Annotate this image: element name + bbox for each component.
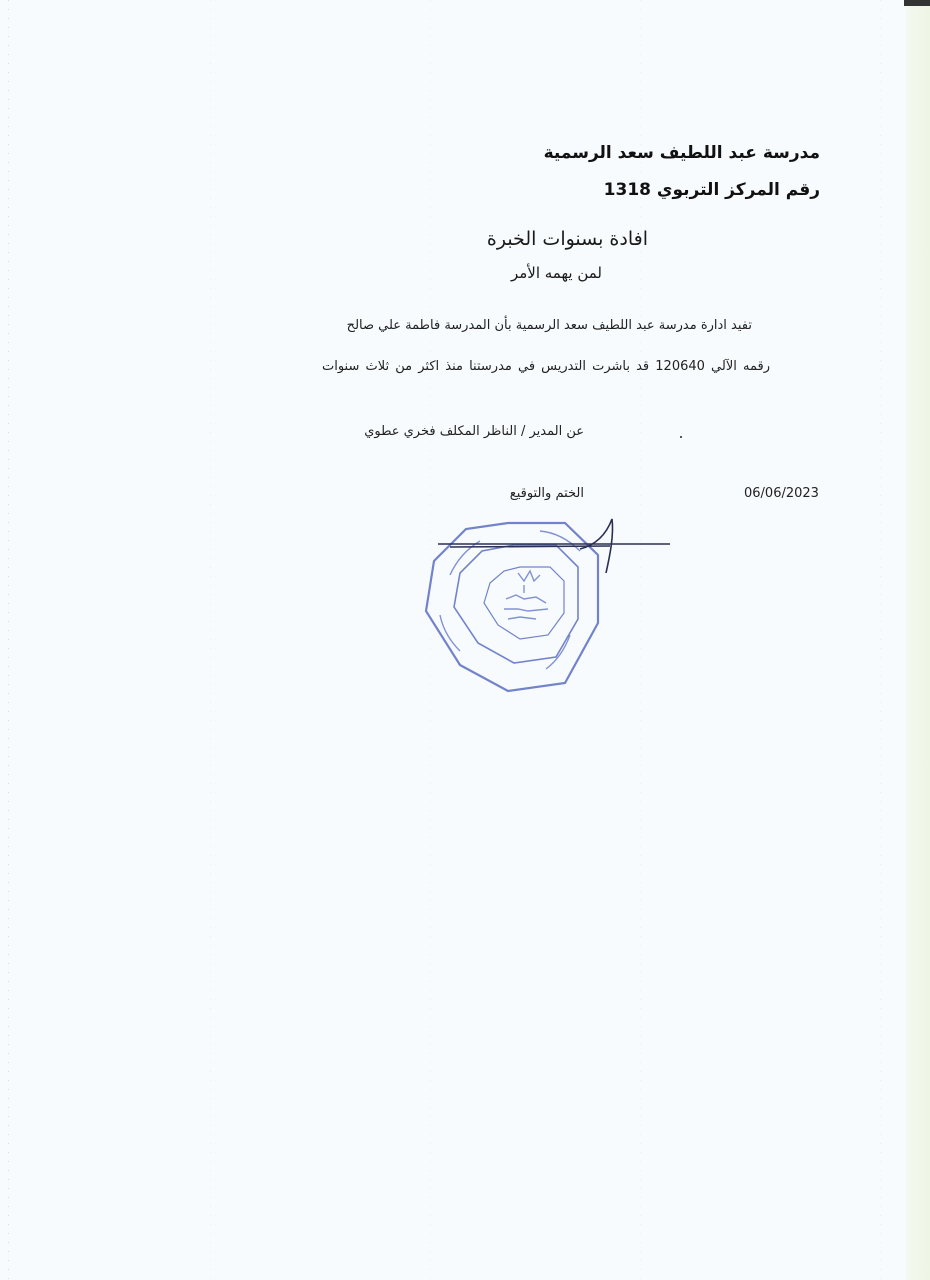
scan-speckle (880, 0, 881, 1280)
document-subtitle: لمن يهمه الأمر (510, 264, 602, 282)
document-date: 06/06/2023 (744, 486, 819, 501)
stamp-label: الختم والتوقيع (509, 486, 584, 501)
signer-line: عن المدير / الناظر المكلف فخري عطوي (364, 424, 584, 439)
scan-speckle (210, 0, 211, 1280)
school-name: مدرسة عبد اللطيف سعد الرسمية (543, 143, 820, 163)
body-line-1: تفيد ادارة مدرسة عبد اللطيف سعد الرسمية بأن المدرسة فاطمة علي صالح (346, 318, 752, 333)
official-stamp-icon (420, 515, 680, 705)
ink-dot (680, 436, 682, 438)
scan-corner (904, 0, 930, 6)
body-line-2: رقمه الآلي 120640 قد باشرت التدريس في مدرستنا منذ اكثر من ثلاث سنوات (321, 359, 770, 374)
document-title: افادة بسنوات الخبرة (486, 228, 648, 250)
scan-speckle (8, 0, 9, 1280)
scan-edge (906, 0, 930, 1280)
center-code: رقم المركز التربوي 1318 (603, 180, 820, 200)
